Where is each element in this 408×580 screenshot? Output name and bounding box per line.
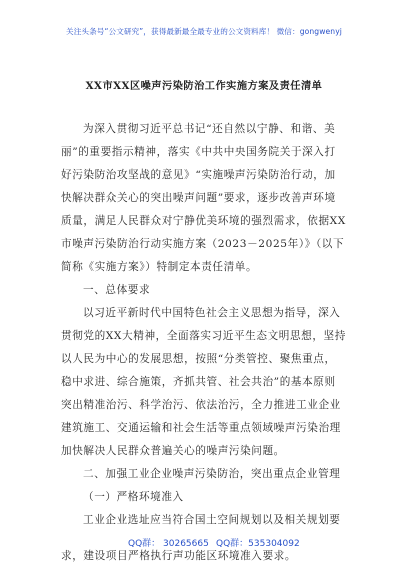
header-banner: 关注头条号“公文研究”，获得最新最全最专业的公文资料库！ 微信：gongwenyj <box>66 27 342 36</box>
body-line: 丽”的重要指示精神，落实《中共中央国务院关于深入打 <box>61 146 336 158</box>
footer-qq-group-2: QQ群：535304092 <box>216 539 300 549</box>
body-line: 建筑施工、交通运输和社会生活等重点领域噪声污染治理 <box>61 422 341 434</box>
body-line: 简称《实施方案》）特制定本责任清单。 <box>61 261 258 273</box>
footer-qq-group-1: QQ群： 30265665 <box>128 539 209 549</box>
body-line: 为深入贯彻习近平总书记“还自然以宁静、和谐、美 <box>83 123 336 135</box>
body-line: 贯彻党的XX大精神，全面落实习近平生态文明思想，坚持 <box>61 330 346 342</box>
body-line: 稳中求进、综合施策，齐抓共管、社会共治”的基本原则 <box>61 376 336 388</box>
body-line: 以人民为中心的发展思想，按照“分类管控、聚焦重点， <box>61 353 336 365</box>
section-heading: 二、加强工业企业噪声污染防治，突出重点企业管理 <box>83 468 341 480</box>
body-line: 工业企业选址应当符合国土空间规划以及相关规划要 <box>83 514 341 526</box>
subsection-heading: （一）严格环境准入 <box>83 491 184 503</box>
body-line: 求，建设项目严格执行声功能区环境准入要求。 <box>61 550 297 562</box>
body-line: 市噪声污染防治行动实施方案（2023－2025年）》（以下 <box>61 238 345 250</box>
body-line: 好污染防治攻坚战的意见》“实施噪声污染防治行动，加 <box>61 169 336 181</box>
body-line: 以习近平新时代中国特色社会主义思想为指导，深入 <box>83 307 341 319</box>
document-title: XX市XX区噪声污染防治工作实施方案及责任清单 <box>85 80 323 92</box>
body-line: 加快解决人民群众普遍关心的噪声污染问题。 <box>61 445 285 457</box>
body-line: 突出精准治污、科学治污、依法治污，全力推进工业企业 <box>61 399 341 411</box>
body-line: 快解决群众关心的突出噪声问题”要求，逐步改善声环境 <box>61 192 336 204</box>
section-heading: 一、总体要求 <box>83 284 151 296</box>
body-line: 质量，满足人民群众对宁静优美环境的强烈需求，依据XX <box>61 215 346 227</box>
